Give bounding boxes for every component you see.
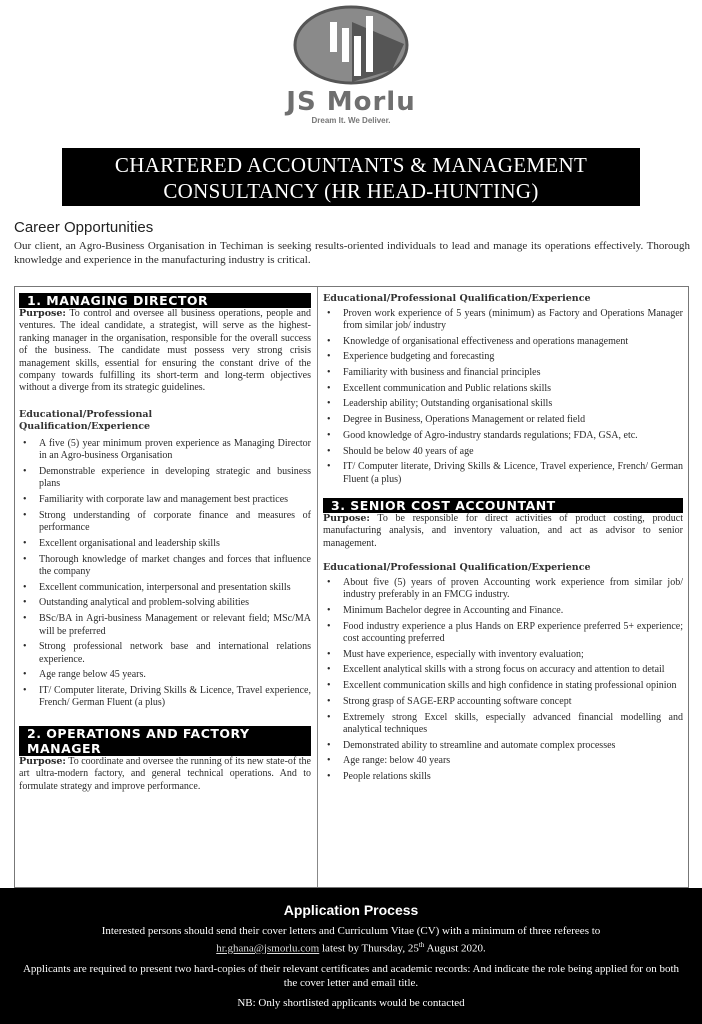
md-purpose-text: To control and oversee all business operations, people and ventures. The ideal candidate, a strategist, will serve as the highest-ranking manager in the organisation, responsible for the overall success of the business. The candidate must possess very strong crisis management skills, essential for ensuring the constant drive of the company towards fulfilling its short-term and long-term objectives without a diverge from its strategic guidelines. — [19, 308, 311, 394]
footer-instructions — [21, 924, 681, 956]
intro-text: Our client, an Agro-Business Organisation in Techiman is seeking results-oriented individuals to lead and manage its operations effectively. Thorough knowledge and experience in the manufacturing industry is critical. — [14, 240, 690, 266]
sca-purpose-text: To be responsible for direct activities of product costing, product manufacturing analysis, and inventory valuation, and act as advisor to senior management. — [323, 513, 684, 549]
company-logo — [251, 4, 451, 144]
left-column — [19, 293, 311, 793]
sca-purpose — [323, 513, 683, 550]
list-item: • Excellent communication and Public relations skills — [323, 383, 683, 395]
heading-line2: MANAGER — [27, 740, 102, 756]
list-item: • Demonstrable experience in developing strategic and business plans — [19, 466, 311, 491]
instructions-text: Interested persons should send their cover letters and Curriculum Vitae (CV) with a minimum of three referees to — [101, 925, 601, 937]
list-item: • Experience budgeting and forecasting — [323, 351, 683, 363]
list-item: • Must have experience, especially with inventory evaluation; — [323, 649, 683, 661]
list-item: • Excellent organisational and leadership skills — [19, 538, 311, 550]
list-item: • Leadership ability; Outstanding organisational skills — [323, 398, 683, 410]
ofm-purpose — [19, 756, 311, 793]
list-item: • Familiarity with corporate law and management best practices — [19, 494, 311, 506]
sca-edu-heading: Educational/Professional Qualification/Experience — [323, 562, 591, 574]
footer-title: Application Process — [283, 902, 419, 918]
edu-heading-line2: Qualification/Experience — [19, 421, 151, 433]
list-item: • Good knowledge of Agro-industry standards regulations; FDA, GSA, etc. — [323, 430, 683, 442]
list-item: • Age range below 45 years. — [19, 669, 311, 681]
list-item: • Excellent analytical skills with a strong focus on accuracy and attention to detail — [323, 664, 683, 676]
list-item: • Strong grasp of SAGE-ERP accounting software concept — [323, 696, 683, 708]
application-process-footer — [0, 888, 702, 1024]
list-item: • People relations skills — [323, 771, 683, 783]
list-item: • Knowledge of organisational effectiveness and operations management — [323, 336, 683, 348]
md-edu-heading — [19, 409, 311, 434]
edu-heading-line1: Educational/Professional — [19, 408, 153, 420]
list-item: • BSc/BA in Agri-business Management or relevant field; MSc/MA will be preferred — [19, 613, 311, 638]
list-item: • A five (5) year minimum proven experience as Managing Director in an Agro-business Organisation — [19, 438, 311, 463]
list-item: • Should be below 40 years of age — [323, 446, 683, 458]
ofm-requirements-list — [323, 308, 683, 487]
list-item: • Thorough knowledge of market changes and forces that influence the company — [19, 554, 311, 579]
positions-box — [14, 286, 689, 888]
list-item: • Food industry experience a plus Hands on ERP experience preferred 5+ experience; cost accounting preferred — [323, 621, 683, 646]
list-item: • IT/ Computer literate, Driving Skills & Licence, Travel experience, French/ German Fluent (a plus) — [19, 685, 311, 710]
purpose-label: Purpose: — [19, 755, 66, 767]
list-item: • Proven work experience of 5 years (minimum) as Factory and Operations Manager from similar job/ industry — [323, 308, 683, 333]
logo-tagline: Dream It. We Deliver. — [311, 116, 391, 125]
logo-emblem-icon — [292, 4, 410, 86]
footer-requirements: Applicants are required to present two hard-copies of their relevant certificates and academic records: And indicate the role being applied for on both the cover letter and email title. — [22, 962, 680, 989]
list-item: • Strong understanding of corporate finance and measures of performance — [19, 510, 311, 535]
deadline-text: latest by Thursday, 25 — [322, 942, 419, 955]
list-item: • About five (5) years of proven Accounting work experience from similar job/ industry preferably in an FMCG industry. — [323, 577, 683, 602]
list-item: • Excellent communication skills and high confidence in stating professional opinion — [323, 680, 683, 692]
list-item: • Degree in Business, Operations Management or related field — [323, 414, 683, 426]
heading-line1: 2. OPERATIONS AND FACTORY — [27, 725, 250, 741]
md-requirements-list — [19, 438, 311, 710]
purpose-label: Purpose: — [323, 513, 370, 525]
career-heading: Career Opportunities — [14, 219, 154, 236]
list-item: • Outstanding analytical and problem-solving abilities — [19, 597, 311, 609]
list-item: • Age range: below 40 years — [323, 755, 683, 767]
column-divider — [317, 287, 318, 887]
sca-requirements-list — [323, 577, 683, 784]
position-heading-operations-factory-manager — [19, 726, 311, 756]
logo-brand: JS Morlu — [286, 87, 416, 117]
purpose-label: Purpose: — [19, 308, 66, 319]
banner-line-2: CONSULTANCY (HR HEAD-HUNTING) — [163, 179, 539, 203]
list-item: • Demonstrated ability to streamline and automate complex processes — [323, 740, 683, 752]
md-purpose — [19, 308, 311, 395]
deadline-date: August 2020. — [426, 942, 486, 955]
position-heading-managing-director: 1. MANAGING DIRECTOR — [19, 293, 311, 308]
email-link[interactable]: hr.ghana@jsmorlu.com — [216, 942, 320, 955]
list-item: • Extremely strong Excel skills, especially advanced financial modelling and analytical techniques — [323, 712, 683, 737]
banner-line-1: CHARTERED ACCOUNTANTS & MANAGEMENT — [114, 153, 588, 177]
right-column — [323, 293, 683, 787]
ofm-edu-heading: Educational/Professional Qualification/Experience — [323, 293, 591, 304]
list-item: • Strong professional network base and international relations experience. — [19, 641, 311, 666]
list-item: • IT/ Computer literate, Driving Skills & Licence, Travel experience, French/ German Fluent (a plus) — [323, 461, 683, 486]
position-heading-senior-cost-accountant: 3. SENIOR COST ACCOUNTANT — [323, 498, 683, 513]
list-item: • Minimum Bachelor degree in Accounting and Finance. — [323, 605, 683, 617]
list-item: • Excellent communication, interpersonal and presentation skills — [19, 582, 311, 594]
deadline-suffix: th — [418, 941, 425, 949]
title-banner — [62, 148, 640, 206]
footer-nb: NB: Only shortlisted applicants would be contacted — [237, 996, 465, 1009]
ofm-purpose-text: To coordinate and oversee the running of its new state-of the art ultra-modern factory, and general technical operations. And to formulate strategy and improve performance. — [19, 755, 311, 792]
list-item: • Familiarity with business and financial principles — [323, 367, 683, 379]
